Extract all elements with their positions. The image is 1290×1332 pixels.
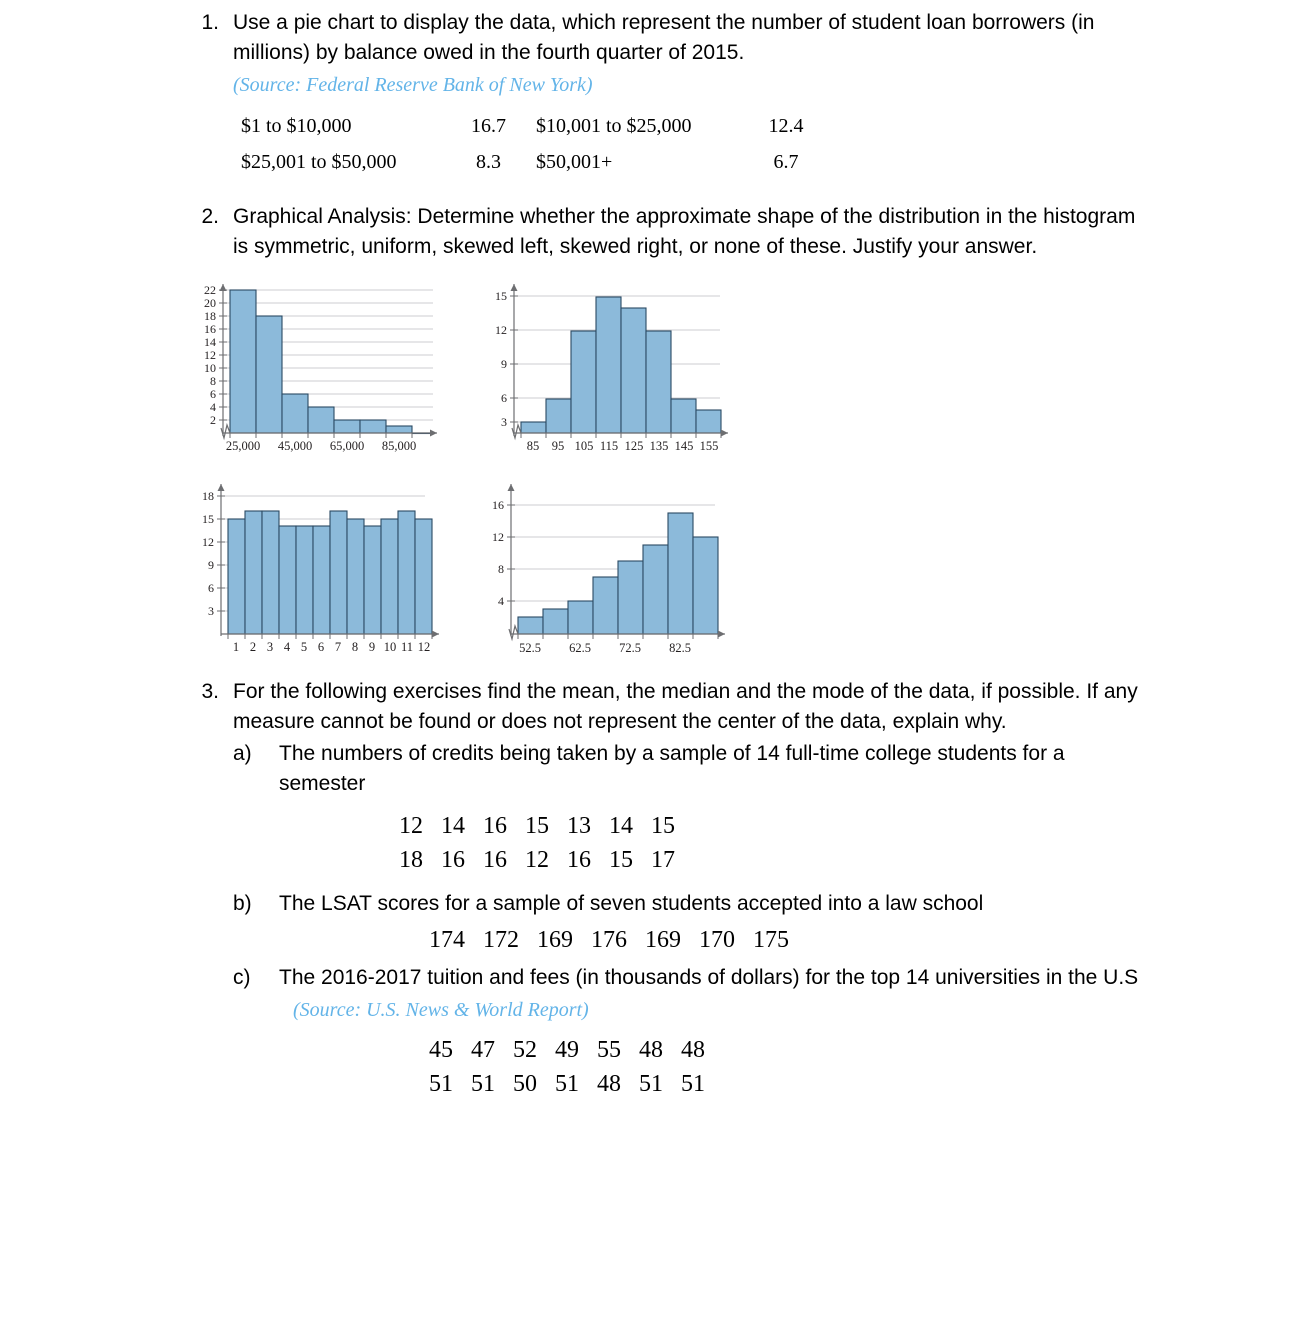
bars [518,513,718,634]
svg-text:105: 105 [574,439,594,453]
borrowers-value: 6.7 [773,151,799,173]
question-3a [233,739,1145,877]
svg-text:52.5: 52.5 [519,641,541,655]
svg-text:22: 22 [204,283,216,297]
svg-text:62.5: 62.5 [569,641,591,655]
x-tick-labels [226,439,416,453]
y-axis-arrow [218,484,225,491]
histogram-skewed-right-svg [185,278,445,463]
x-axis-arrow [430,430,437,437]
question-3-text: For the following exercises find the mean, the median and the mode of the data, if possible. If any measure cannot be found or does not represent the center of the data, explain why. [233,680,1138,733]
svg-text:4: 4 [210,400,216,414]
question-3c-data [429,1033,1145,1101]
svg-text:12: 12 [417,640,431,654]
svg-text:25,000: 25,000 [225,439,261,453]
svg-text:12: 12 [202,535,214,549]
svg-text:6: 6 [317,640,325,654]
question-2 [185,202,1145,262]
table-row [241,108,821,144]
svg-text:14: 14 [204,335,216,349]
svg-text:11: 11 [400,640,414,654]
question-3c-source: (Source: U.S. News & World Report) [293,999,589,1021]
svg-text:20: 20 [204,296,216,310]
question-1-source: (Source: Federal Reserve Bank of New York) [233,74,593,96]
svg-text:1: 1 [232,640,240,654]
histogram-symmetric [480,278,735,463]
svg-text:72.5: 72.5 [619,641,641,655]
question-3b-marker: b) [233,892,252,915]
table-row [241,144,821,180]
svg-text:16: 16 [204,322,216,336]
histogram-uniform [185,478,445,663]
borrowers-value: 12.4 [768,115,804,137]
question-2-number: 2. [201,205,219,228]
svg-text:10: 10 [204,361,216,375]
svg-text:65,000: 65,000 [329,439,365,453]
question-3-number: 3. [201,680,219,703]
y-tick-labels [495,289,507,429]
x-ticks [518,634,718,639]
question-3b-text: The LSAT scores for a sample of seven students accepted into a law school [279,892,984,915]
y-tick-labels [202,489,214,618]
question-3c-text: The 2016-2017 tuition and fees (in thousands of dollars) for the top 14 universities in the U.S [279,966,1139,989]
svg-text:18: 18 [202,489,214,503]
histogram-grid [185,278,1145,673]
svg-text:8: 8 [210,374,216,388]
svg-text:15: 15 [495,289,507,303]
svg-text:4: 4 [498,594,504,608]
svg-text:6: 6 [208,581,214,595]
svg-text:2: 2 [210,413,216,427]
x-tick-labels [519,641,691,655]
x-ticks [228,634,432,639]
histogram-symmetric-svg [480,278,735,463]
svg-text:45,000: 45,000 [277,439,313,453]
x-axis-arrow [432,631,439,638]
histogram-uniform-svg [185,478,445,663]
question-3 [185,677,1145,1101]
svg-text:5: 5 [300,640,308,654]
x-ticks [230,433,412,438]
svg-text:12: 12 [204,348,216,362]
data-row: 12 14 16 15 13 14 15 [399,813,675,839]
balance-range-label: $1 to $10,000 [241,115,352,137]
data-row: 45 47 52 49 55 48 48 [429,1037,705,1063]
question-3b-data [429,923,1145,957]
question-3b [233,889,1145,957]
y-axis-arrow [508,484,515,491]
svg-text:9: 9 [368,640,376,654]
svg-text:145: 145 [674,439,694,453]
svg-text:85,000: 85,000 [381,439,417,453]
y-axis-arrow [511,284,518,291]
svg-text:115: 115 [599,439,619,453]
svg-text:95: 95 [551,439,565,453]
svg-text:9: 9 [501,357,507,371]
question-3a-data [399,809,1145,877]
x-ticks [521,433,721,438]
svg-text:3: 3 [266,640,274,654]
x-tick-labels [527,439,719,453]
svg-text:9: 9 [208,558,214,572]
axis-break-icon [509,626,518,639]
question-3c [233,963,1145,1101]
borrowers-value: 16.7 [471,115,506,137]
svg-text:2: 2 [249,640,257,654]
svg-text:8: 8 [351,640,359,654]
question-2-text: Graphical Analysis: Determine whether the approximate shape of the distribution in the histogram is symmetric, uniform, skewed left, skewed right, or none of these. Justify your answer. [233,205,1136,258]
bars [228,511,432,634]
question-3c-marker: c) [233,966,251,989]
bars [521,297,721,433]
histogram-skewed-right [185,278,445,463]
svg-text:4: 4 [283,640,291,654]
data-row: 174 172 169 176 169 170 175 [429,927,789,953]
svg-text:82.5: 82.5 [669,641,691,655]
y-tick-labels [204,283,216,427]
svg-text:12: 12 [492,530,504,544]
svg-text:3: 3 [501,415,507,429]
bars [230,290,433,434]
data-row: 51 51 50 51 48 51 51 [429,1071,705,1097]
svg-text:10: 10 [383,640,397,654]
question-3a-text: The numbers of credits being taken by a sample of 14 full-time college students for a semester [279,742,1065,795]
balance-range-label: $50,001+ [536,151,613,173]
loan-balance-table [241,108,821,180]
svg-text:6: 6 [210,387,216,401]
svg-text:16: 16 [492,498,504,512]
svg-text:7: 7 [334,640,342,654]
question-1-text: Use a pie chart to display the data, which represent the number of student loan borrowers (in millions) by balance owed in the fourth quarter of 2015. [233,11,1095,64]
axis-break-icon [512,425,521,438]
axis-break-icon [221,425,230,438]
svg-text:125: 125 [624,439,644,453]
x-axis-arrow [718,631,725,638]
y-tick-labels [492,498,504,608]
data-row: 18 16 16 12 16 15 17 [399,847,675,873]
x-axis-arrow [721,430,728,437]
x-tick-labels [233,640,430,654]
question-3a-marker: a) [233,742,252,765]
svg-text:15: 15 [202,512,214,526]
question-1-number: 1. [201,11,219,34]
borrowers-value: 8.3 [476,151,501,173]
histogram-skewed-left [475,478,730,663]
svg-text:135: 135 [649,439,669,453]
svg-text:6: 6 [501,391,507,405]
question-1 [185,8,1145,180]
svg-text:85: 85 [526,439,540,453]
svg-text:3: 3 [208,604,214,618]
content-column [185,8,1145,1101]
svg-text:18: 18 [204,309,216,323]
svg-text:155: 155 [699,439,719,453]
balance-range-label: $25,001 to $50,000 [241,151,397,173]
histogram-skewed-left-svg [475,478,730,663]
svg-text:12: 12 [495,323,507,337]
svg-text:8: 8 [498,562,504,576]
balance-range-label: $10,001 to $25,000 [536,115,692,137]
